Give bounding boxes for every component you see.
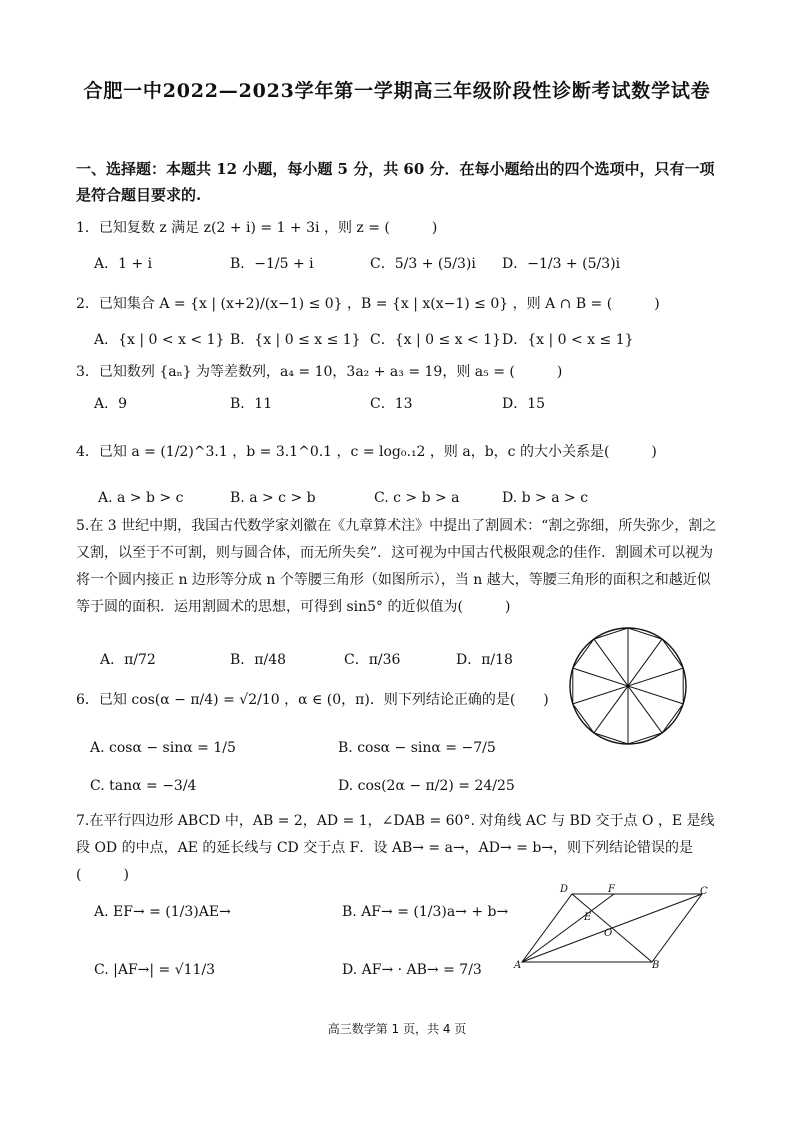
q5-option-b: B．π/48 <box>230 652 287 668</box>
q1-option-b: B．−1/5 + i <box>230 256 314 272</box>
q3-option-b: B．11 <box>230 396 273 412</box>
question-6-stem: 6．已知 cos(α − π/4) = √2/10 ，α ∈ (0，π)．则下列结论正确的是( ) <box>76 692 549 708</box>
point-d-label: D <box>560 884 569 895</box>
point-e-label: E <box>584 912 592 923</box>
q3-option-c: C．13 <box>370 396 413 412</box>
q3-option-d: D．15 <box>502 396 546 412</box>
question-1-stem: 1．已知复数 z 满足 z(2 + i) = 1 + 3i ，则 z = ( ) <box>76 220 438 236</box>
point-f-label: F <box>608 884 615 895</box>
q2-option-d: D．{x | 0 < x ≤ 1} <box>502 332 634 348</box>
q6-option-c: C. tanα = −3/4 <box>90 778 197 794</box>
q1-option-d: D．−1/3 + (5/3)i <box>502 256 621 272</box>
q5-option-c: C．π/36 <box>344 652 401 668</box>
question-5-stem: 5.在 3 世纪中期，我国古代数学家刘徽在《九章算术注》中提出了割圆术：“割之弥细，所失弥少，割之又割，以至于不可割，则与圆合体，而无所失矣”．这可视为中国古代极限观念的佳作．割圆术可以视为将一个圆内接正 n 边形等分成 n 个等腰三角形（如图所示），当 n 越大，等腰三角形的面积之和越近似等于圆的面积．运用割圆术的思想，可得到 sin5° 的近似值为( ) <box>76 518 717 615</box>
cutting-circle-figure <box>566 624 690 748</box>
question-7-stem: 7.在平行四边形 ABCD 中，AB = 2，AD = 1，∠DAB = 60°. 对角线 AC 与 BD 交于点 O ，E 是线段 OD 的中点，AE 的延长线与 CD 交于点 F．设 AB→ = a→，AD→ = b→，则下列结论错误的是( ) <box>76 813 715 883</box>
q4-option-d: D. b > a > c <box>502 490 589 506</box>
question-2-stem: 2．已知集合 A = {x | (x+2)/(x−1) ≤ 0} ，B = {x | x(x−1) ≤ 0} ，则 A ∩ B = ( ) <box>76 296 660 312</box>
point-o-label: O <box>604 928 613 939</box>
q7-option-a: A. EF→ = (1/3)AE→ <box>94 904 231 920</box>
q6-option-d: D. cos(2α − π/2) = 24/25 <box>338 778 515 794</box>
q2-option-b: B．{x | 0 ≤ x ≤ 1} <box>230 332 361 348</box>
question-3-stem: 3．已知数列 {aₙ} 为等差数列，a₄ = 10，3a₂ + a₃ = 19，则 a₅ = ( ) <box>76 364 563 380</box>
page-footer: 高三数学第 1 页，共 4 页 <box>327 1022 467 1036</box>
point-b-label: B <box>652 960 660 971</box>
q7-option-d: D. AF→ · AB→ = 7/3 <box>342 962 482 978</box>
section-heading: 一、选择题：本题共 12 小题，每小题 5 分，共 60 分．在每小题给出的四个选项中，只有一项是符合题目要求的. <box>76 160 715 204</box>
q3-option-a: A．9 <box>94 396 128 412</box>
q4-option-b: B. a > c > b <box>230 490 316 506</box>
point-a-label: A <box>514 960 522 971</box>
question-4-stem: 4．已知 a = (1/2)^3.1 ，b = 3.1^0.1 ，c = log₀.₁2 ，则 a，b，c 的大小关系是( ) <box>76 444 657 460</box>
q5-option-d: D．π/18 <box>456 652 513 668</box>
page-title: 合肥一中2022—2023学年第一学期高三年级阶段性诊断考试数学试卷 <box>83 80 711 102</box>
q7-option-c: C. |AF→| = √11/3 <box>94 962 216 978</box>
q2-option-a: A．{x | 0 < x < 1} <box>94 332 225 348</box>
q1-option-c: C．5/3 + (5/3)i <box>370 256 476 272</box>
q5-option-a: A．π/72 <box>100 652 156 668</box>
point-c-label: C <box>700 886 708 897</box>
q4-option-c: C. c > b > a <box>374 490 460 506</box>
q4-option-a: A. a > b > c <box>98 490 184 506</box>
q7-option-b: B. AF→ = (1/3)a→ + b→ <box>342 904 509 920</box>
q6-option-a: A. cosα − sinα = 1/5 <box>90 740 236 756</box>
q2-option-c: C．{x | 0 ≤ x < 1} <box>370 332 502 348</box>
q6-option-b: B. cosα − sinα = −7/5 <box>338 740 496 756</box>
q1-option-a: A．1 + i <box>94 256 153 272</box>
